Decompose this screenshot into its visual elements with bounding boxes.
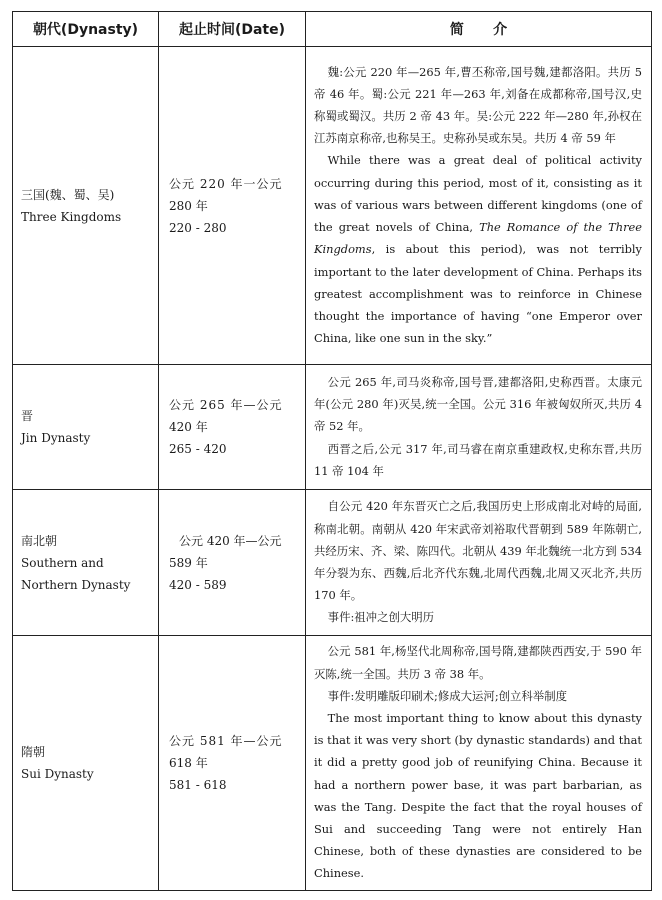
intro-cell <box>306 490 652 636</box>
dynasty-name-en: Jin Dynasty <box>21 431 91 445</box>
date-range-zh-end: 618 年 <box>169 756 208 770</box>
date-range-numeric: 220 - 280 <box>169 220 227 235</box>
intro-paragraph-zh: 公元 581 年,杨坚代北周称帝,国号隋,建都陕西西安,于 590 年灭陈,统一全国。共历 3 帝 38 年。 <box>314 644 642 681</box>
dynasty-name-en: Three Kingdoms <box>21 209 122 224</box>
intro-event: 事件:祖冲之创大明历 <box>327 610 435 625</box>
table-row <box>13 636 652 891</box>
intro-text: While there was a great deal of political activity occurring during this period, most of it, consisting as it was of various wars between different kingdoms (one of the great novels of China, <box>314 153 642 235</box>
table-row <box>13 47 652 365</box>
intro-paragraph-en <box>314 149 642 349</box>
intro-cell <box>306 47 652 365</box>
date-cell <box>159 490 306 636</box>
dynasty-name-en: Southern and <box>21 555 104 570</box>
intro-paragraph-zh: 自公元 420 年东晋灭亡之后,我国历史上形成南北对峙的局面,称南北朝。南朝从 420 年宋武帝刘裕取代晋朝到 589 年陈朝亡,共经历宋、齐、梁、陈四代。北朝从 439 年北魏统一北方到 534 年分裂为东、西魏,后北齐代东魏,北周代西魏,北周又灭北齐,共历 170 年。 <box>314 499 642 603</box>
date-range-zh-end: 589 年 <box>169 555 208 570</box>
dynasty-table <box>12 11 652 891</box>
date-range-zh: 公元 420 年—公元 <box>179 533 282 548</box>
date-cell <box>159 636 306 891</box>
intro-text: , is about this period), was not terribly important to the later development of China. Perhaps its greatest accomplishment was to reinforce in Chinese thought the importance of having “one Emperor over China, like one sun in the sky.” <box>314 242 642 346</box>
intro-cell <box>306 365 652 490</box>
header-intro: 简 介 <box>306 12 652 47</box>
date-range-numeric: 265 - 420 <box>169 442 227 456</box>
dynasty-name-en: Sui Dynasty <box>21 767 94 781</box>
dynasty-cell <box>13 636 159 891</box>
date-cell <box>159 365 306 490</box>
table-row <box>13 490 652 636</box>
dynasty-name-zh: 晋 <box>21 409 34 423</box>
dynasty-cell <box>13 490 159 636</box>
intro-paragraph-zh: 魏:公元 220 年—265 年,曹丕称帝,国号魏,建都洛阳。共历 5 帝 46 年。蜀:公元 221 年—263 年,刘备在成都称帝,国号汉,史称蜀或蜀汉。共历 2 帝 43 年。吴:公元 222 年—280 年,孙权在江苏南京称帝,也称吴王。史称孙吴或东吴。共历 4 帝 59 年 <box>314 64 642 146</box>
table-row <box>13 365 652 490</box>
date-range-zh-end: 420 年 <box>169 420 208 434</box>
dynasty-name-zh: 南北朝 <box>21 533 58 548</box>
date-range-zh: 公元 581 年—公元 <box>169 734 283 748</box>
dynasty-name-zh: 隋朝 <box>21 745 46 759</box>
date-range-zh: 公元 265 年—公元 <box>169 398 283 412</box>
intro-paragraph-zh: 公元 265 年,司马炎称帝,国号晋,建都洛阳,史称西晋。太康元年(公元 280 年)灭吴,统一全国。公元 316 年被匈奴所灭,共历 4 帝 52 年。 <box>314 374 642 434</box>
intro-paragraph-zh: 西晋之后,公元 317 年,司马睿在南京重建政权,史称东晋,共历 11 帝 104 年 <box>314 441 642 478</box>
intro-event: 事件:发明雕版印刷术;修成大运河;创立科举制度 <box>327 688 567 703</box>
novel-title: The Romance of the Three Kingdoms <box>314 220 643 257</box>
date-range-zh-end: 280 年 <box>169 198 208 213</box>
dynasty-name-zh: 三国(魏、蜀、吴) <box>21 187 115 202</box>
header-row <box>13 12 652 47</box>
dynasty-cell <box>13 47 159 365</box>
date-cell <box>159 47 306 365</box>
intro-paragraph-en: The most important thing to know about this dynasty is that it was very short (by dynastic standards) and that it did a pretty good job of reunifying China. Because it had a northern power base, it was part barbarian, as was the Tang. Despite the fact that the royal houses of Sui and succeeding Tang were not entirely Han Chinese, both of these dynasties are considered to be Chinese. <box>314 710 642 881</box>
header-date: 起止时间(Date) <box>159 12 306 47</box>
dynasty-name-en: Northern Dynasty <box>21 577 131 592</box>
dynasty-cell <box>13 365 159 490</box>
header-dynasty: 朝代(Dynasty) <box>13 12 159 47</box>
date-range-numeric: 420 - 589 <box>169 577 227 592</box>
intro-cell <box>306 636 652 891</box>
date-range-zh: 公元 220 年一公元 <box>169 176 283 191</box>
date-range-numeric: 581 - 618 <box>169 778 227 792</box>
